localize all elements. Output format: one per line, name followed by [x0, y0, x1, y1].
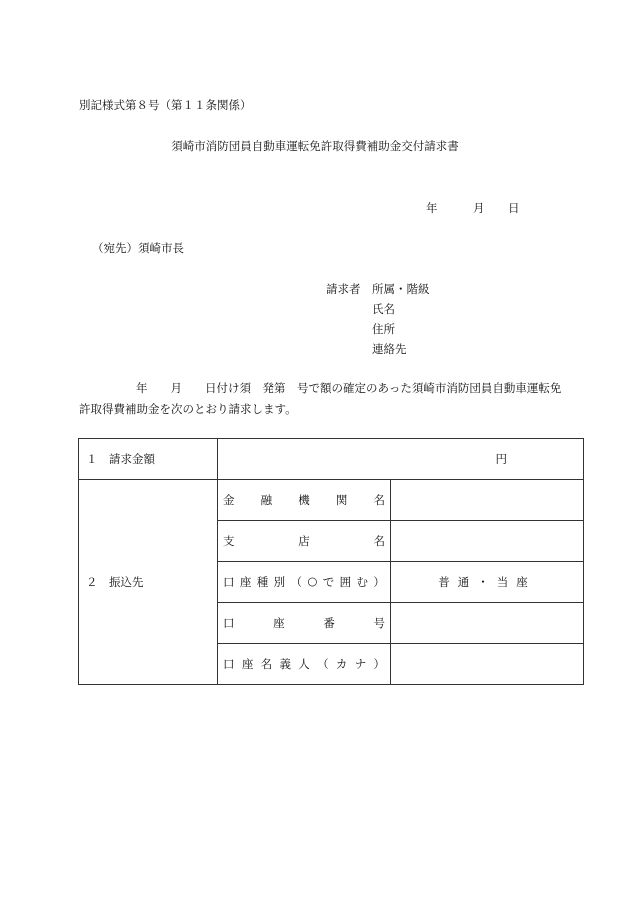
- bank-row: [79, 480, 584, 521]
- label-char: 番: [323, 616, 335, 630]
- requester-name: 氏名: [372, 302, 395, 316]
- label-char: 座: [239, 575, 252, 589]
- spread-label: [218, 533, 390, 549]
- label-char: 機: [298, 493, 310, 507]
- requester-affiliation-rank: 所属・階級: [372, 282, 430, 296]
- bank-name-label: [218, 480, 391, 521]
- label-char: 関: [335, 493, 348, 507]
- date-year: 年: [426, 201, 438, 215]
- label-char: ナ: [354, 657, 367, 671]
- label-char: 支: [223, 534, 235, 548]
- account-type-label: [218, 562, 391, 603]
- branch-name-label: [218, 521, 391, 562]
- transfer-destination-label: ２ 振込先: [79, 480, 218, 685]
- branch-name-field[interactable]: [391, 521, 584, 562]
- account-number-field[interactable]: [391, 603, 584, 644]
- label-char: 店: [298, 534, 310, 548]
- label-char: 別: [273, 575, 286, 589]
- request-table: [78, 438, 584, 685]
- label-char: 座: [273, 616, 285, 630]
- label-char: （: [290, 575, 302, 589]
- form-id: 別記様式第８号（第１１条関係）: [79, 98, 252, 112]
- label-char: 融: [260, 493, 273, 507]
- label-char: 金: [223, 493, 235, 507]
- body-text-line-1: 年 月 日付け須 発第 号で額の確定のあった須崎市消防団員自動車運転免: [136, 381, 562, 395]
- label-char: 座: [241, 657, 254, 671]
- requester-address: 住所: [372, 322, 395, 336]
- label-char: 人: [298, 657, 310, 671]
- spread-label: [218, 656, 390, 672]
- addressee: （宛先）須崎市長: [92, 241, 184, 255]
- spread-label: [218, 574, 390, 590]
- account-holder-label: [218, 644, 391, 685]
- date-month: 月: [473, 201, 485, 215]
- label-char: ○: [307, 574, 318, 588]
- label-char: カ: [335, 657, 348, 671]
- amount-field[interactable]: 円: [218, 439, 584, 480]
- requester-label: 請求者: [326, 282, 361, 296]
- account-type-options[interactable]: 普通・当座: [391, 562, 584, 603]
- label-char: 名: [373, 493, 385, 507]
- label-char: で: [322, 575, 335, 589]
- label-char: 口: [223, 657, 235, 671]
- label-char: 名: [373, 534, 385, 548]
- label-char: 号: [373, 616, 385, 630]
- date-day: 日: [508, 201, 520, 215]
- document-title: 須崎市消防団員自動車運転免許取得費補助金交付請求書: [171, 139, 459, 153]
- account-holder-field[interactable]: [391, 644, 584, 685]
- label-char: 義: [279, 657, 291, 671]
- requester-contact: 連絡先: [372, 342, 407, 356]
- label-char: む: [356, 575, 369, 589]
- spread-label: [218, 615, 390, 631]
- label-char: 口: [223, 616, 235, 630]
- label-char: 口: [223, 575, 235, 589]
- body-text-line-2: 許取得費補助金を次のとおり請求します。: [79, 402, 297, 416]
- label-char: 名: [260, 657, 273, 671]
- amount-row: [79, 439, 584, 480]
- label-char: （: [317, 657, 329, 671]
- label-char: ）: [373, 575, 385, 589]
- label-char: ）: [373, 657, 385, 671]
- bank-name-field[interactable]: [391, 480, 584, 521]
- label-char: 囲: [339, 575, 352, 589]
- account-number-label: [218, 603, 391, 644]
- spread-label: [218, 492, 390, 508]
- label-char: 種: [256, 575, 269, 589]
- amount-label: １ 請求金額: [79, 439, 218, 480]
